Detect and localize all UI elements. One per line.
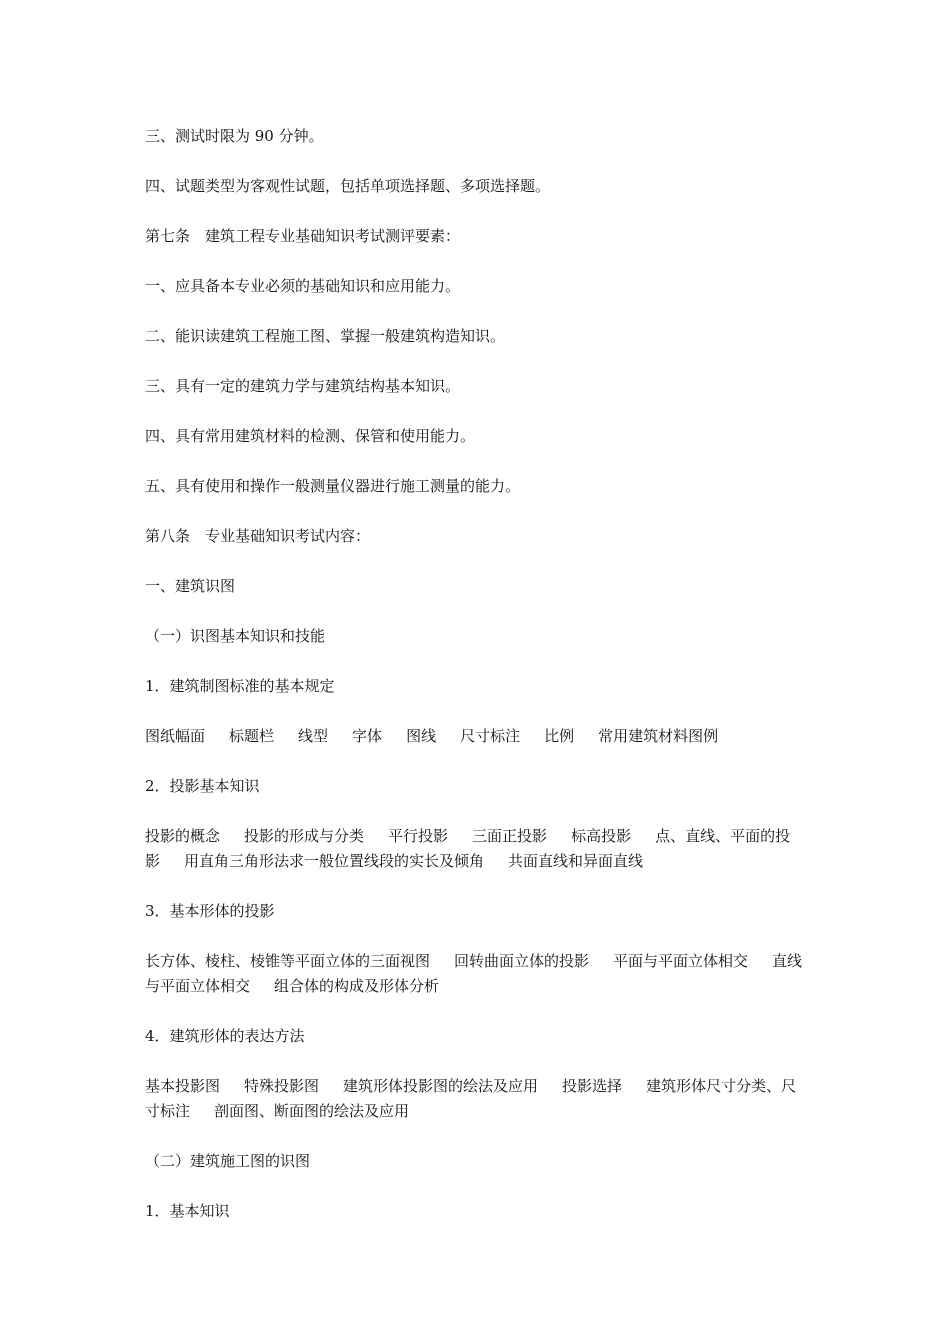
list-item: 图线 [406,727,437,745]
list-expression-topics [145,1074,810,1124]
list-item: 线型 [298,727,329,745]
list-item: 投影的概念 [145,827,221,845]
list-item: 长方体、棱柱、棱锥等平面立体的三面视图 [145,952,431,970]
item-basic-solid-projection: 3．基本形体的投影 [145,902,275,920]
subsection-basic-knowledge-skills: （一）识图基本知识和技能 [145,627,326,645]
list-item: 三面正投影 [472,827,548,845]
paragraph-element-5: 五、具有使用和操作一般测量仪器进行施工测量的能力。 [145,477,521,495]
list-item: 投影选择 [562,1077,623,1095]
article-7-heading: 第七条 建筑工程专业基础知识考试测评要素： [145,227,461,245]
list-item: 图纸幅面 [145,727,206,745]
list-item: 字体 [352,727,383,745]
paragraph-test-duration: 三、测试时限为 90 分钟。 [145,127,324,145]
list-item: 直线与平面立体相交 [145,952,803,995]
subsection-construction-drawings: （二）建筑施工图的识图 [145,1152,311,1170]
list-drafting-topics [145,724,810,749]
list-item: 建筑形体投影图的绘法及应用 [343,1077,539,1095]
list-solid-topics [145,949,810,999]
paragraph-element-2: 二、能识读建筑工程施工图、掌握一般建筑构造知识。 [145,327,506,345]
document-page [145,124,810,1249]
paragraph-question-types: 四、试题类型为客观性试题，包括单项选择题、多项选择题。 [145,177,551,195]
list-item: 常用建筑材料图例 [598,727,719,745]
list-item: 用直角三角形法求一般位置线段的实长及倾角 [184,852,485,870]
section-architectural-drawing: 一、建筑识图 [145,577,236,595]
list-item: 组合体的构成及形体分析 [274,977,440,995]
list-item: 特殊投影图 [244,1077,320,1095]
list-item: 平行投影 [388,827,449,845]
article-8-heading: 第八条 专业基础知识考试内容： [145,527,371,545]
list-item: 标高投影 [571,827,632,845]
list-item: 点、直线、平面的投影 [145,827,791,870]
item-drafting-standards: 1．建筑制图标准的基本规定 [145,677,335,695]
list-item: 投影的形成与分类 [244,827,365,845]
item-projection-basics: 2．投影基本知识 [145,777,260,795]
list-item: 建筑形体尺寸分类、尺寸标注 [145,1077,797,1120]
paragraph-element-3: 三、具有一定的建筑力学与建筑结构基本知识。 [145,377,461,395]
list-item: 回转曲面立体的投影 [454,952,590,970]
list-item: 基本投影图 [145,1077,221,1095]
paragraph-element-4: 四、具有常用建筑材料的检测、保管和使用能力。 [145,427,476,445]
list-projection-topics [145,824,810,874]
list-item: 尺寸标注 [460,727,521,745]
list-item: 比例 [544,727,575,745]
list-item: 共面直线和异面直线 [508,852,644,870]
list-item: 平面与平面立体相交 [613,952,749,970]
list-item: 剖面图、断面图的绘法及应用 [214,1102,410,1120]
list-item: 标题栏 [229,727,275,745]
item-expression-methods: 4．建筑形体的表达方法 [145,1027,305,1045]
paragraph-element-1: 一、应具备本专业必须的基础知识和应用能力。 [145,277,461,295]
item-basic-knowledge: 1．基本知识 [145,1202,230,1220]
